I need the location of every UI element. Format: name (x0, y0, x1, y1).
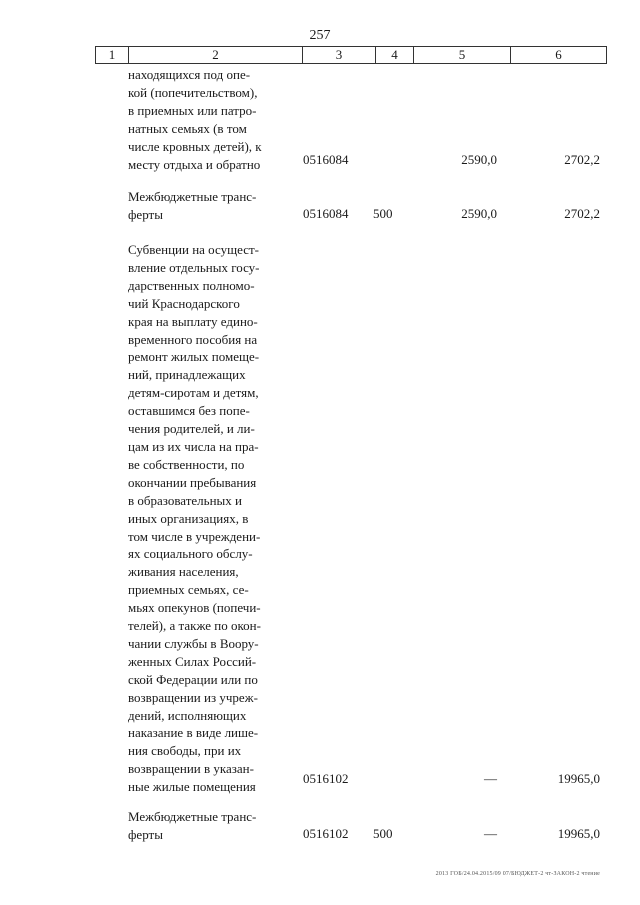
table-header-row (95, 46, 607, 64)
row-description: Межбюджетные транс- ферты (128, 809, 257, 842)
row-code: 0516102 (303, 826, 349, 841)
column-header-6: 6 (555, 47, 562, 62)
row-value-col6: 19965,0 (557, 771, 600, 786)
row-value-col5: 2590,0 (461, 206, 497, 221)
row-code: 0516084 (303, 152, 349, 167)
row-code: 0516102 (303, 771, 349, 786)
column-header-3: 3 (303, 47, 376, 63)
row-description: находящихся под опе- кой (попечительством), в приемных или патро- натных семьях (в том числе кровных детей), к месту отдыха и обратно (128, 67, 262, 172)
column-header-2: 2 (129, 47, 303, 63)
row-description: Субвенции на осущест- вление отдельных госу- дарственных полномо- чий Краснодарского края на выплату едино- временного пособия на ремонт жилых помеще- ний, принадлежащих детям-сиротам и детям, оставшимся без попе- чения родителей, и ли- цам из их числа на пра- ве собственности, по окончании пребывания в образовательных и иных организациях, в том числе в учреждени- ях социального обслу- живания населения, приемных семьях, се- мьях опекунов (попечи- телей), а также по окон- чании службы в Воору- женных Силах Россий- ской Федерации или по возвращении из учреж- дений, исполняющих наказание в виде лише- ния свободы, при их возвращении в указан- ные жилые помещения (128, 242, 261, 795)
row-value-col5: 2590,0 (461, 152, 497, 167)
row-code: 0516084 (303, 206, 349, 221)
row-value-col6: 19965,0 (557, 826, 600, 841)
row-expense-type: 500 (373, 826, 393, 841)
row-value-col6: 2702,2 (564, 152, 600, 167)
page-number: 257 (309, 28, 331, 43)
row-value-col6: 2702,2 (564, 206, 600, 221)
row-value-col5: — (484, 771, 497, 786)
row-description: Межбюджетные транс- ферты (128, 189, 257, 222)
row-expense-type: 500 (373, 206, 393, 221)
row-value-col5: — (484, 826, 497, 841)
column-header-4: 4 (376, 47, 414, 63)
column-header-1: 1 (96, 47, 129, 63)
column-header-5: 5 (414, 47, 511, 63)
footer-code: 2013 ГОБ/24.04.2015/09 07/БЮДЖЕТ-2 чт-ЗАКОН-2 чтение (435, 871, 600, 877)
